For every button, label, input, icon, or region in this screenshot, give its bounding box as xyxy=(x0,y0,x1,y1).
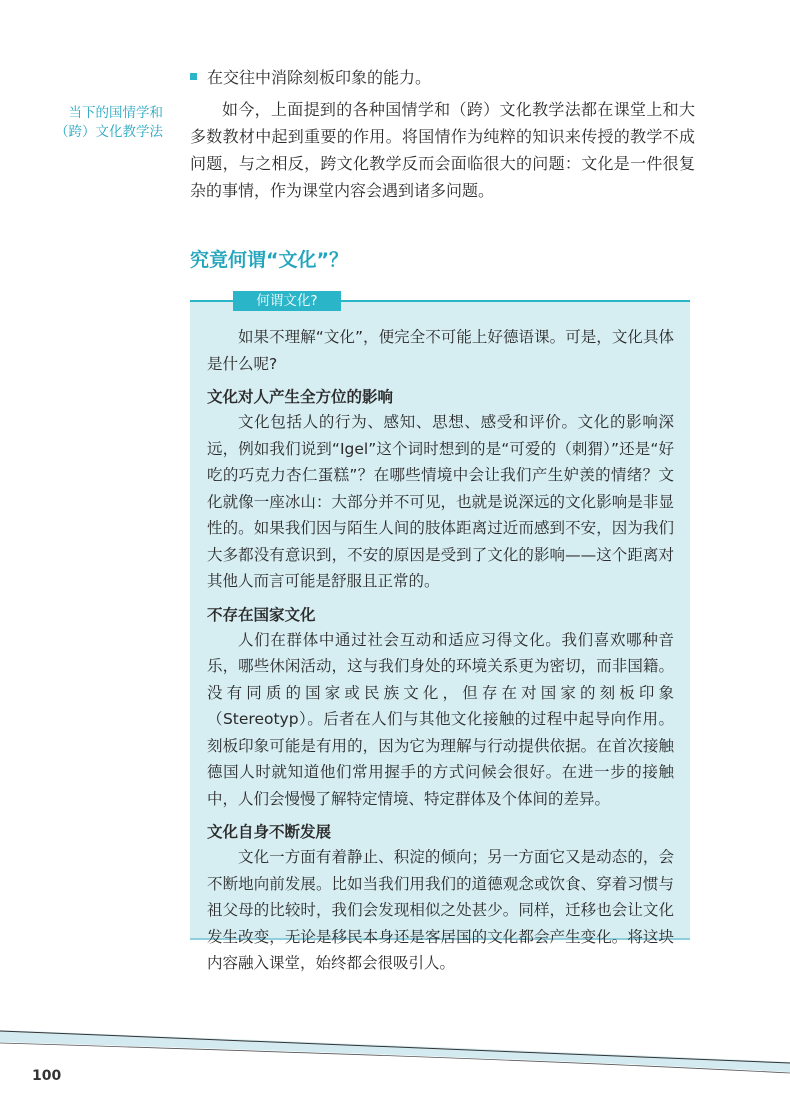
info-box-intro: 如果不理解“文化”，便完全不可能上好德语课。可是，文化具体是什么呢? xyxy=(207,328,674,373)
footer-decoration xyxy=(0,1020,790,1110)
page-number: 100 xyxy=(32,1068,62,1084)
margin-note-line-1: 当下的国情学和 xyxy=(68,105,163,121)
info-box-paragraph-3: 文化一方面有着静止、积淀的倾向；另一方面它又是动态的，会不断地向前发展。比如当我们用我们的道德观念或饮食、穿着习惯与祖父母的比较时，我们会发现相似之处甚少。同样，迁移也会让文化发生改变，无论是移民本身还是客居国的文化都会产生变化。将这块内容融入课堂，始终都会很吸引人。 xyxy=(207,848,674,972)
section-heading: 究竟何谓“文化”？ xyxy=(190,249,348,271)
info-box-subheading-2: 不存在国家文化 xyxy=(207,605,316,624)
bullet-text: 在交往中消除刻板印象的能力。 xyxy=(207,68,432,87)
bullet-square-icon xyxy=(190,73,197,80)
margin-note-line-2: （跨）文化教学法 xyxy=(55,124,163,140)
info-box-subheading-1: 文化对人产生全方位的影响 xyxy=(207,388,394,406)
bullet-item xyxy=(190,66,700,90)
info-box xyxy=(190,302,690,972)
info-box-content xyxy=(207,324,674,977)
intro-paragraph: 如今，上面提到的各种国情学和（跨）文化教学法都在课堂上和大多数教材中起到重要的作用。将国情作为纯粹的知识来传授的教学不成问题，与之相反，跨文化教学反而会面临很大的问题：文化是一件很复杂的事情，作为课堂内容会遇到诸多问题。 xyxy=(190,100,695,200)
margin-note xyxy=(40,104,163,142)
info-box-paragraph-1: 文化包括人的行为、感知、思想、感受和评价。文化的影响深远，例如我们说到“Igel”这个词时想到的是“可爱的（刺猬）”还是“好吃的巧克力杏仁蛋糕”？在哪些情境中会让我们产生妒羡的情绪？文化就像一座冰山：大部分并不可见，也就是说深远的文化影响是非显性的。如果我们因与陌生人间的肢体距离过近而感到不安，因为我们大多都没有意识到，不安的原因是受到了文化的影响——这个距离对其他人而言可能是舒服且正常的。 xyxy=(207,413,674,590)
info-box-subheading-3: 文化自身不断发展 xyxy=(207,823,332,841)
info-box-tab: 何谓文化? xyxy=(233,291,341,311)
info-box-paragraph-2: 人们在群体中通过社会互动和适应习得文化。我们喜欢哪种音乐，哪些休闲活动，这与我们身处的环境关系更为密切，而非国籍。没有同质的国家或民族文化，但存在对国家的刻板印象（Stereotyp）。后者在人们与其他文化接触的过程中起导向作用。刻板印象可能是有用的，因为它为理解与行动提供依据。在首次接触德国人时就知道他们常用握手的方式问候会很好。在进一步的接触中，人们会慢慢了解特定情境、特定群体及个体间的差异。 xyxy=(207,630,674,808)
